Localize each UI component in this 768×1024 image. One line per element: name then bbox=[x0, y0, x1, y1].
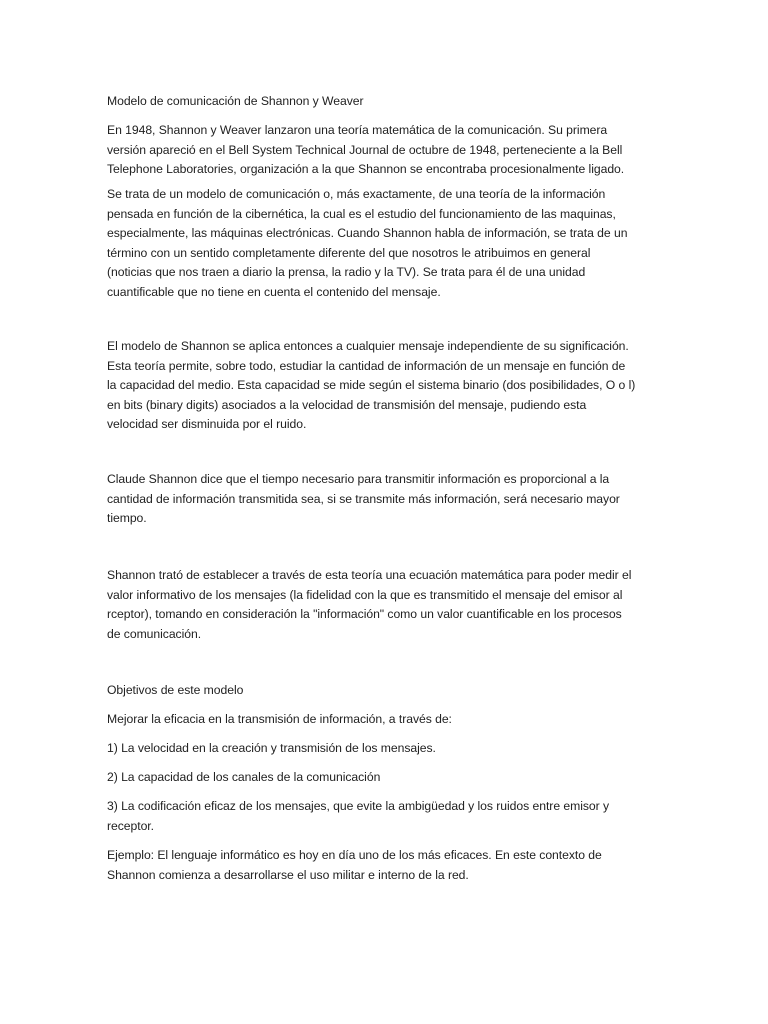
section-heading-objectives: Objetivos de este modelo bbox=[107, 683, 244, 697]
document-title: Modelo de comunicación de Shannon y Weaver bbox=[107, 94, 364, 108]
paragraph-example: Ejemplo: El lenguaje informático es hoy en día uno de los más eficaces. En este contexto de Shannon comienza a desarrollarse el uso militar e interno de la red. bbox=[107, 848, 602, 882]
list-item-2: 2) La capacidad de los canales de la comunicación bbox=[107, 770, 381, 784]
paragraph-model-definition: Se trata de un modelo de comunicación o, más exactamente, de una teoría de la información pensada en función de la cibernética, la cual es el estudio del funcionamiento de las maquinas, especialmente, las máquinas electrónicas. Cuando Shannon habla de información, se trata de un término con un sentido completamente diferente del que nosotros le atribuimos en general (noticias que nos traen a diario la prensa, la radio y la TV). Se trata para él de una unidad cuantificable que no tiene en cuenta el contenido del mensaje. bbox=[107, 187, 628, 299]
list-item-3: 3) La codificación eficaz de los mensajes, que evite la ambigüedad y los ruidos entre emisor y receptor. bbox=[107, 799, 610, 833]
paragraph-intro: En 1948, Shannon y Weaver lanzaron una teoría matemática de la comunicación. Su primera versión apareció en el Bell System Technical Journal de octubre de 1948, perteneciente a la Bell Telephone Laboratories, organización a la que Shannon se encontraba procesionalmente ligado. bbox=[107, 123, 625, 177]
paragraph-transmission-time: Claude Shannon dice que el tiempo necesario para transmitir información es proporcional a la cantidad de información transmitida sea, si se transmite más información, será necesario mayor tiempo. bbox=[107, 472, 620, 526]
list-item-1: 1) La velocidad en la creación y transmisión de los mensajes. bbox=[107, 741, 436, 755]
paragraph-equation: Shannon trató de establecer a través de esta teoría una ecuación matemática para poder medir el valor informativo de los mensajes (la fidelidad con la que es transmitido el mensaje del emisor al rceptor), tomando en consideración la "información" como un valor cuantificable en los procesos de comunicación. bbox=[107, 568, 632, 641]
paragraph-model-application: El modelo de Shannon se aplica entonces a cualquier mensaje independiente de su significación. Esta teoría permite, sobre todo, estudiar la cantidad de información de un mensaje en función de la capacidad del medio. Esta capacidad se mide según el sistema binario (dos posibilidades, O o l) en bits (binary digits) asociados a la velocidad de transmisión del mensaje, pudiendo esta velocidad ser disminuida por el ruido. bbox=[107, 339, 636, 432]
paragraph-objective-intro: Mejorar la eficacia en la transmisión de información, a través de: bbox=[107, 712, 452, 726]
